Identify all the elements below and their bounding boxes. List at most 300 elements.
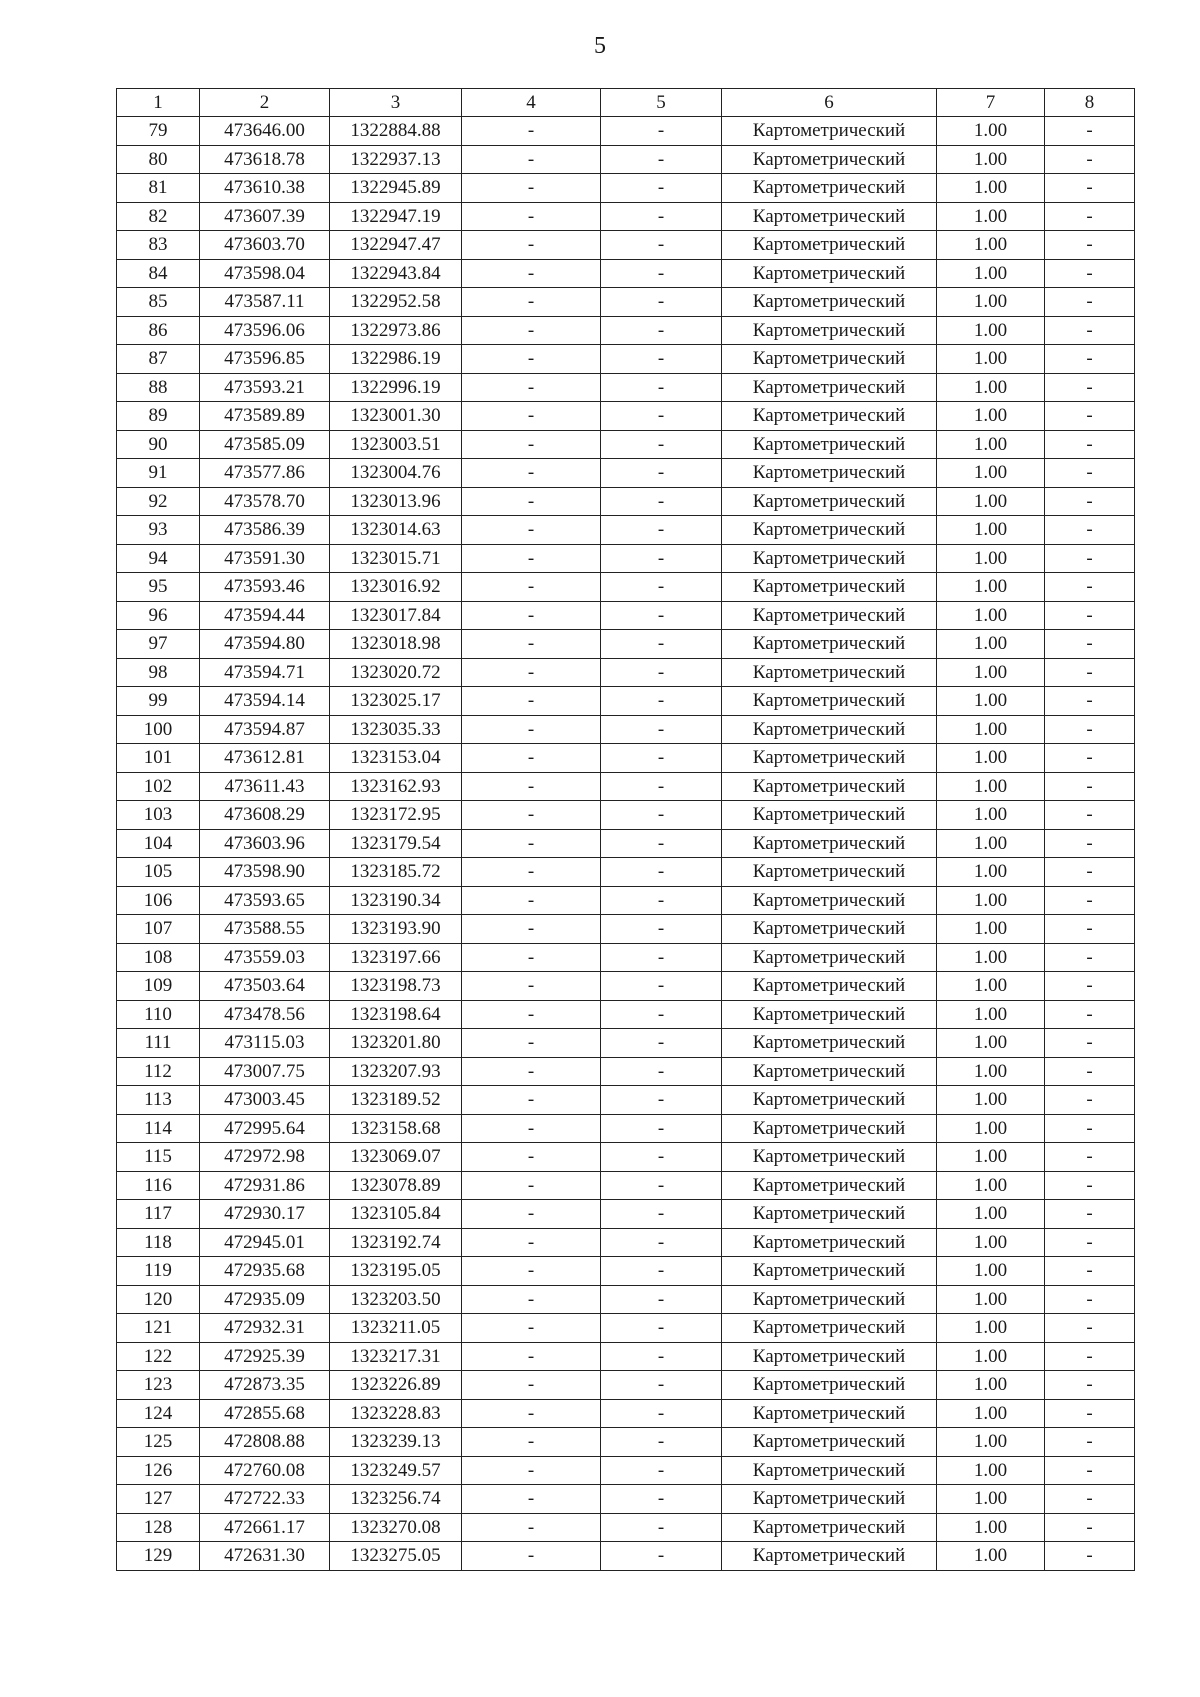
point-number-cell: 127 bbox=[117, 1485, 200, 1514]
column-5-cell: - bbox=[601, 1086, 722, 1115]
point-number-cell: 103 bbox=[117, 801, 200, 830]
accuracy-cell: 1.00 bbox=[937, 288, 1045, 317]
column-8-cell: - bbox=[1045, 174, 1135, 203]
y-coordinate-cell: 1322952.58 bbox=[330, 288, 462, 317]
column-5-cell: - bbox=[601, 744, 722, 773]
column-4-cell: - bbox=[462, 174, 601, 203]
method-cell: Картометрический bbox=[722, 174, 937, 203]
accuracy-cell: 1.00 bbox=[937, 715, 1045, 744]
accuracy-cell: 1.00 bbox=[937, 516, 1045, 545]
accuracy-cell: 1.00 bbox=[937, 174, 1045, 203]
method-cell: Картометрический bbox=[722, 915, 937, 944]
column-5-cell: - bbox=[601, 1257, 722, 1286]
method-cell: Картометрический bbox=[722, 1314, 937, 1343]
y-coordinate-cell: 1323190.34 bbox=[330, 886, 462, 915]
y-coordinate-cell: 1323015.71 bbox=[330, 544, 462, 573]
method-cell: Картометрический bbox=[722, 288, 937, 317]
column-5-cell: - bbox=[601, 943, 722, 972]
method-cell: Картометрический bbox=[722, 345, 937, 374]
point-number-cell: 93 bbox=[117, 516, 200, 545]
column-4-cell: - bbox=[462, 1200, 601, 1229]
column-8-cell: - bbox=[1045, 1285, 1135, 1314]
column-8-cell: - bbox=[1045, 972, 1135, 1001]
column-4-cell: - bbox=[462, 345, 601, 374]
table-row bbox=[117, 972, 1135, 1001]
column-8-cell: - bbox=[1045, 1371, 1135, 1400]
table-row bbox=[117, 373, 1135, 402]
point-number-cell: 109 bbox=[117, 972, 200, 1001]
table-row bbox=[117, 886, 1135, 915]
point-number-cell: 119 bbox=[117, 1257, 200, 1286]
column-5-cell: - bbox=[601, 1000, 722, 1029]
y-coordinate-cell: 1323211.05 bbox=[330, 1314, 462, 1343]
x-coordinate-cell: 473598.90 bbox=[200, 858, 330, 887]
method-cell: Картометрический bbox=[722, 1428, 937, 1457]
method-cell: Картометрический bbox=[722, 1029, 937, 1058]
accuracy-cell: 1.00 bbox=[937, 1428, 1045, 1457]
column-4-cell: - bbox=[462, 658, 601, 687]
y-coordinate-cell: 1322947.19 bbox=[330, 202, 462, 231]
x-coordinate-cell: 472722.33 bbox=[200, 1485, 330, 1514]
point-number-cell: 125 bbox=[117, 1428, 200, 1457]
x-coordinate-cell: 473585.09 bbox=[200, 430, 330, 459]
column-4-cell: - bbox=[462, 858, 601, 887]
table-row bbox=[117, 1485, 1135, 1514]
method-cell: Картометрический bbox=[722, 1086, 937, 1115]
column-5-cell: - bbox=[601, 487, 722, 516]
x-coordinate-cell: 472760.08 bbox=[200, 1456, 330, 1485]
point-number-cell: 102 bbox=[117, 772, 200, 801]
x-coordinate-cell: 473603.96 bbox=[200, 829, 330, 858]
x-coordinate-cell: 473608.29 bbox=[200, 801, 330, 830]
method-cell: Картометрический bbox=[722, 1200, 937, 1229]
y-coordinate-cell: 1323001.30 bbox=[330, 402, 462, 431]
column-4-cell: - bbox=[462, 516, 601, 545]
y-coordinate-cell: 1322945.89 bbox=[330, 174, 462, 203]
method-cell: Картометрический bbox=[722, 1485, 937, 1514]
x-coordinate-cell: 473587.11 bbox=[200, 288, 330, 317]
column-4-cell: - bbox=[462, 1485, 601, 1514]
point-number-cell: 84 bbox=[117, 259, 200, 288]
point-number-cell: 97 bbox=[117, 630, 200, 659]
method-cell: Картометрический bbox=[722, 1371, 937, 1400]
y-coordinate-cell: 1323018.98 bbox=[330, 630, 462, 659]
x-coordinate-cell: 473588.55 bbox=[200, 915, 330, 944]
x-coordinate-cell: 472931.86 bbox=[200, 1171, 330, 1200]
column-8-cell: - bbox=[1045, 1228, 1135, 1257]
column-4-cell: - bbox=[462, 259, 601, 288]
method-cell: Картометрический bbox=[722, 117, 937, 146]
column-8-cell: - bbox=[1045, 1542, 1135, 1571]
method-cell: Картометрический bbox=[722, 1456, 937, 1485]
y-coordinate-cell: 1323256.74 bbox=[330, 1485, 462, 1514]
point-number-cell: 108 bbox=[117, 943, 200, 972]
column-8-cell: - bbox=[1045, 430, 1135, 459]
column-5-cell: - bbox=[601, 316, 722, 345]
column-4-cell: - bbox=[462, 202, 601, 231]
column-4-cell: - bbox=[462, 544, 601, 573]
accuracy-cell: 1.00 bbox=[937, 487, 1045, 516]
x-coordinate-cell: 473591.30 bbox=[200, 544, 330, 573]
x-coordinate-cell: 473578.70 bbox=[200, 487, 330, 516]
accuracy-cell: 1.00 bbox=[937, 573, 1045, 602]
point-number-cell: 99 bbox=[117, 687, 200, 716]
y-coordinate-cell: 1323189.52 bbox=[330, 1086, 462, 1115]
table-row bbox=[117, 1314, 1135, 1343]
accuracy-cell: 1.00 bbox=[937, 630, 1045, 659]
accuracy-cell: 1.00 bbox=[937, 316, 1045, 345]
method-cell: Картометрический bbox=[722, 772, 937, 801]
method-cell: Картометрический bbox=[722, 373, 937, 402]
column-8-cell: - bbox=[1045, 1086, 1135, 1115]
y-coordinate-cell: 1323239.13 bbox=[330, 1428, 462, 1457]
column-8-cell: - bbox=[1045, 858, 1135, 887]
column-5-cell: - bbox=[601, 687, 722, 716]
accuracy-cell: 1.00 bbox=[937, 1371, 1045, 1400]
column-5-cell: - bbox=[601, 1485, 722, 1514]
column-4-cell: - bbox=[462, 915, 601, 944]
point-number-cell: 80 bbox=[117, 145, 200, 174]
x-coordinate-cell: 473003.45 bbox=[200, 1086, 330, 1115]
accuracy-cell: 1.00 bbox=[937, 1057, 1045, 1086]
column-5-cell: - bbox=[601, 1057, 722, 1086]
column-4-cell: - bbox=[462, 1257, 601, 1286]
column-4-cell: - bbox=[462, 1314, 601, 1343]
column-5-cell: - bbox=[601, 1342, 722, 1371]
column-5-cell: - bbox=[601, 1542, 722, 1571]
x-coordinate-cell: 472855.68 bbox=[200, 1399, 330, 1428]
table-row bbox=[117, 1000, 1135, 1029]
table-row bbox=[117, 915, 1135, 944]
accuracy-cell: 1.00 bbox=[937, 430, 1045, 459]
y-coordinate-cell: 1323193.90 bbox=[330, 915, 462, 944]
table-row bbox=[117, 288, 1135, 317]
column-8-cell: - bbox=[1045, 886, 1135, 915]
column-8-cell: - bbox=[1045, 345, 1135, 374]
method-cell: Картометрический bbox=[722, 316, 937, 345]
accuracy-cell: 1.00 bbox=[937, 202, 1045, 231]
column-8-cell: - bbox=[1045, 288, 1135, 317]
point-number-cell: 120 bbox=[117, 1285, 200, 1314]
accuracy-cell: 1.00 bbox=[937, 1114, 1045, 1143]
point-number-cell: 116 bbox=[117, 1171, 200, 1200]
table-row bbox=[117, 573, 1135, 602]
x-coordinate-cell: 473611.43 bbox=[200, 772, 330, 801]
column-4-cell: - bbox=[462, 1428, 601, 1457]
accuracy-cell: 1.00 bbox=[937, 117, 1045, 146]
column-5-cell: - bbox=[601, 288, 722, 317]
column-8-cell: - bbox=[1045, 573, 1135, 602]
method-cell: Картометрический bbox=[722, 1513, 937, 1542]
column-8-cell: - bbox=[1045, 402, 1135, 431]
y-coordinate-cell: 1322996.19 bbox=[330, 373, 462, 402]
column-5-cell: - bbox=[601, 231, 722, 260]
x-coordinate-cell: 472935.68 bbox=[200, 1257, 330, 1286]
column-5-cell: - bbox=[601, 145, 722, 174]
accuracy-cell: 1.00 bbox=[937, 1086, 1045, 1115]
column-8-cell: - bbox=[1045, 231, 1135, 260]
column-5-cell: - bbox=[601, 1428, 722, 1457]
point-number-cell: 106 bbox=[117, 886, 200, 915]
x-coordinate-cell: 472873.35 bbox=[200, 1371, 330, 1400]
column-4-cell: - bbox=[462, 1513, 601, 1542]
y-coordinate-cell: 1323249.57 bbox=[330, 1456, 462, 1485]
column-8-cell: - bbox=[1045, 1114, 1135, 1143]
accuracy-cell: 1.00 bbox=[937, 658, 1045, 687]
column-8-cell: - bbox=[1045, 202, 1135, 231]
accuracy-cell: 1.00 bbox=[937, 145, 1045, 174]
column-4-cell: - bbox=[462, 288, 601, 317]
method-cell: Картометрический bbox=[722, 202, 937, 231]
point-number-cell: 111 bbox=[117, 1029, 200, 1058]
method-cell: Картометрический bbox=[722, 1143, 937, 1172]
column-8-cell: - bbox=[1045, 744, 1135, 773]
accuracy-cell: 1.00 bbox=[937, 1456, 1045, 1485]
column-5-cell: - bbox=[601, 1513, 722, 1542]
point-number-cell: 94 bbox=[117, 544, 200, 573]
x-coordinate-cell: 472925.39 bbox=[200, 1342, 330, 1371]
column-4-cell: - bbox=[462, 430, 601, 459]
column-8-cell: - bbox=[1045, 801, 1135, 830]
column-5-cell: - bbox=[601, 1228, 722, 1257]
accuracy-cell: 1.00 bbox=[937, 744, 1045, 773]
table-row bbox=[117, 487, 1135, 516]
column-4-cell: - bbox=[462, 1086, 601, 1115]
table-row bbox=[117, 1371, 1135, 1400]
point-number-cell: 83 bbox=[117, 231, 200, 260]
column-8-cell: - bbox=[1045, 316, 1135, 345]
y-coordinate-cell: 1323217.31 bbox=[330, 1342, 462, 1371]
method-cell: Картометрический bbox=[722, 1257, 937, 1286]
y-coordinate-cell: 1323017.84 bbox=[330, 601, 462, 630]
column-5-cell: - bbox=[601, 601, 722, 630]
method-cell: Картометрический bbox=[722, 1114, 937, 1143]
x-coordinate-cell: 472930.17 bbox=[200, 1200, 330, 1229]
column-5-cell: - bbox=[601, 829, 722, 858]
column-8-cell: - bbox=[1045, 1428, 1135, 1457]
x-coordinate-cell: 473007.75 bbox=[200, 1057, 330, 1086]
x-coordinate-cell: 472972.98 bbox=[200, 1143, 330, 1172]
method-cell: Картометрический bbox=[722, 1228, 937, 1257]
y-coordinate-cell: 1323198.64 bbox=[330, 1000, 462, 1029]
y-coordinate-cell: 1323105.84 bbox=[330, 1200, 462, 1229]
y-coordinate-cell: 1323203.50 bbox=[330, 1285, 462, 1314]
column-4-cell: - bbox=[462, 715, 601, 744]
accuracy-cell: 1.00 bbox=[937, 915, 1045, 944]
x-coordinate-cell: 473594.14 bbox=[200, 687, 330, 716]
accuracy-cell: 1.00 bbox=[937, 1542, 1045, 1571]
column-8-cell: - bbox=[1045, 1029, 1135, 1058]
table-row bbox=[117, 202, 1135, 231]
column-8-cell: - bbox=[1045, 687, 1135, 716]
table-row bbox=[117, 544, 1135, 573]
y-coordinate-cell: 1323162.93 bbox=[330, 772, 462, 801]
y-coordinate-cell: 1323014.63 bbox=[330, 516, 462, 545]
x-coordinate-cell: 472808.88 bbox=[200, 1428, 330, 1457]
column-5-cell: - bbox=[601, 1314, 722, 1343]
table-row bbox=[117, 316, 1135, 345]
point-number-cell: 101 bbox=[117, 744, 200, 773]
table-body bbox=[117, 117, 1135, 1571]
column-8-cell: - bbox=[1045, 117, 1135, 146]
method-cell: Картометрический bbox=[722, 630, 937, 659]
column-4-cell: - bbox=[462, 1143, 601, 1172]
column-5-cell: - bbox=[601, 402, 722, 431]
column-header: 4 bbox=[462, 89, 601, 117]
point-number-cell: 107 bbox=[117, 915, 200, 944]
x-coordinate-cell: 473115.03 bbox=[200, 1029, 330, 1058]
x-coordinate-cell: 473478.56 bbox=[200, 1000, 330, 1029]
y-coordinate-cell: 1323198.73 bbox=[330, 972, 462, 1001]
column-header: 7 bbox=[937, 89, 1045, 117]
column-4-cell: - bbox=[462, 316, 601, 345]
column-8-cell: - bbox=[1045, 601, 1135, 630]
column-header: 2 bbox=[200, 89, 330, 117]
table-row bbox=[117, 630, 1135, 659]
column-header: 3 bbox=[330, 89, 462, 117]
column-5-cell: - bbox=[601, 772, 722, 801]
table-header bbox=[117, 89, 1135, 117]
column-5-cell: - bbox=[601, 117, 722, 146]
accuracy-cell: 1.00 bbox=[937, 972, 1045, 1001]
column-4-cell: - bbox=[462, 1456, 601, 1485]
column-header: 6 bbox=[722, 89, 937, 117]
column-8-cell: - bbox=[1045, 1257, 1135, 1286]
point-number-cell: 128 bbox=[117, 1513, 200, 1542]
column-5-cell: - bbox=[601, 1029, 722, 1058]
table-row bbox=[117, 1143, 1135, 1172]
point-number-cell: 113 bbox=[117, 1086, 200, 1115]
column-4-cell: - bbox=[462, 402, 601, 431]
point-number-cell: 82 bbox=[117, 202, 200, 231]
column-5-cell: - bbox=[601, 915, 722, 944]
table-row bbox=[117, 1086, 1135, 1115]
point-number-cell: 114 bbox=[117, 1114, 200, 1143]
accuracy-cell: 1.00 bbox=[937, 544, 1045, 573]
column-header: 8 bbox=[1045, 89, 1135, 117]
column-5-cell: - bbox=[601, 174, 722, 203]
column-5-cell: - bbox=[601, 1399, 722, 1428]
accuracy-cell: 1.00 bbox=[937, 1200, 1045, 1229]
column-8-cell: - bbox=[1045, 259, 1135, 288]
column-4-cell: - bbox=[462, 1000, 601, 1029]
column-5-cell: - bbox=[601, 886, 722, 915]
accuracy-cell: 1.00 bbox=[937, 1485, 1045, 1514]
table-row bbox=[117, 402, 1135, 431]
y-coordinate-cell: 1323228.83 bbox=[330, 1399, 462, 1428]
y-coordinate-cell: 1323185.72 bbox=[330, 858, 462, 887]
point-number-cell: 115 bbox=[117, 1143, 200, 1172]
column-8-cell: - bbox=[1045, 772, 1135, 801]
point-number-cell: 85 bbox=[117, 288, 200, 317]
column-5-cell: - bbox=[601, 858, 722, 887]
table-row bbox=[117, 1513, 1135, 1542]
table-row bbox=[117, 1285, 1135, 1314]
x-coordinate-cell: 472945.01 bbox=[200, 1228, 330, 1257]
method-cell: Картометрический bbox=[722, 715, 937, 744]
column-8-cell: - bbox=[1045, 1143, 1135, 1172]
method-cell: Картометрический bbox=[722, 972, 937, 1001]
column-4-cell: - bbox=[462, 231, 601, 260]
table-row bbox=[117, 345, 1135, 374]
method-cell: Картометрический bbox=[722, 145, 937, 174]
table-row bbox=[117, 1399, 1135, 1428]
table-row bbox=[117, 516, 1135, 545]
table-row bbox=[117, 801, 1135, 830]
accuracy-cell: 1.00 bbox=[937, 345, 1045, 374]
table-row bbox=[117, 744, 1135, 773]
y-coordinate-cell: 1323004.76 bbox=[330, 459, 462, 488]
accuracy-cell: 1.00 bbox=[937, 801, 1045, 830]
y-coordinate-cell: 1323275.05 bbox=[330, 1542, 462, 1571]
method-cell: Картометрический bbox=[722, 886, 937, 915]
column-8-cell: - bbox=[1045, 1057, 1135, 1086]
method-cell: Картометрический bbox=[722, 487, 937, 516]
point-number-cell: 110 bbox=[117, 1000, 200, 1029]
column-5-cell: - bbox=[601, 1371, 722, 1400]
column-8-cell: - bbox=[1045, 715, 1135, 744]
column-8-cell: - bbox=[1045, 829, 1135, 858]
table-row bbox=[117, 1029, 1135, 1058]
x-coordinate-cell: 473577.86 bbox=[200, 459, 330, 488]
column-5-cell: - bbox=[601, 1456, 722, 1485]
y-coordinate-cell: 1323195.05 bbox=[330, 1257, 462, 1286]
accuracy-cell: 1.00 bbox=[937, 1399, 1045, 1428]
header-row bbox=[117, 89, 1135, 117]
y-coordinate-cell: 1323025.17 bbox=[330, 687, 462, 716]
table-row bbox=[117, 1114, 1135, 1143]
point-number-cell: 92 bbox=[117, 487, 200, 516]
accuracy-cell: 1.00 bbox=[937, 1257, 1045, 1286]
accuracy-cell: 1.00 bbox=[937, 687, 1045, 716]
table-row bbox=[117, 829, 1135, 858]
y-coordinate-cell: 1322973.86 bbox=[330, 316, 462, 345]
x-coordinate-cell: 473618.78 bbox=[200, 145, 330, 174]
method-cell: Картометрический bbox=[722, 1342, 937, 1371]
column-4-cell: - bbox=[462, 573, 601, 602]
point-number-cell: 117 bbox=[117, 1200, 200, 1229]
method-cell: Картометрический bbox=[722, 829, 937, 858]
table-row bbox=[117, 943, 1135, 972]
column-5-cell: - bbox=[601, 430, 722, 459]
column-5-cell: - bbox=[601, 573, 722, 602]
x-coordinate-cell: 473594.80 bbox=[200, 630, 330, 659]
accuracy-cell: 1.00 bbox=[937, 858, 1045, 887]
point-number-cell: 129 bbox=[117, 1542, 200, 1571]
column-header: 1 bbox=[117, 89, 200, 117]
accuracy-cell: 1.00 bbox=[937, 1029, 1045, 1058]
method-cell: Картометрический bbox=[722, 1171, 937, 1200]
accuracy-cell: 1.00 bbox=[937, 1143, 1045, 1172]
column-header: 5 bbox=[601, 89, 722, 117]
table-row bbox=[117, 145, 1135, 174]
column-5-cell: - bbox=[601, 801, 722, 830]
x-coordinate-cell: 473593.65 bbox=[200, 886, 330, 915]
table-row bbox=[117, 259, 1135, 288]
method-cell: Картометрический bbox=[722, 259, 937, 288]
x-coordinate-cell: 473593.46 bbox=[200, 573, 330, 602]
method-cell: Картометрический bbox=[722, 402, 937, 431]
accuracy-cell: 1.00 bbox=[937, 1000, 1045, 1029]
x-coordinate-cell: 472932.31 bbox=[200, 1314, 330, 1343]
table-row bbox=[117, 1257, 1135, 1286]
accuracy-cell: 1.00 bbox=[937, 772, 1045, 801]
x-coordinate-cell: 473594.44 bbox=[200, 601, 330, 630]
x-coordinate-cell: 473603.70 bbox=[200, 231, 330, 260]
column-8-cell: - bbox=[1045, 1200, 1135, 1229]
column-4-cell: - bbox=[462, 601, 601, 630]
y-coordinate-cell: 1323035.33 bbox=[330, 715, 462, 744]
